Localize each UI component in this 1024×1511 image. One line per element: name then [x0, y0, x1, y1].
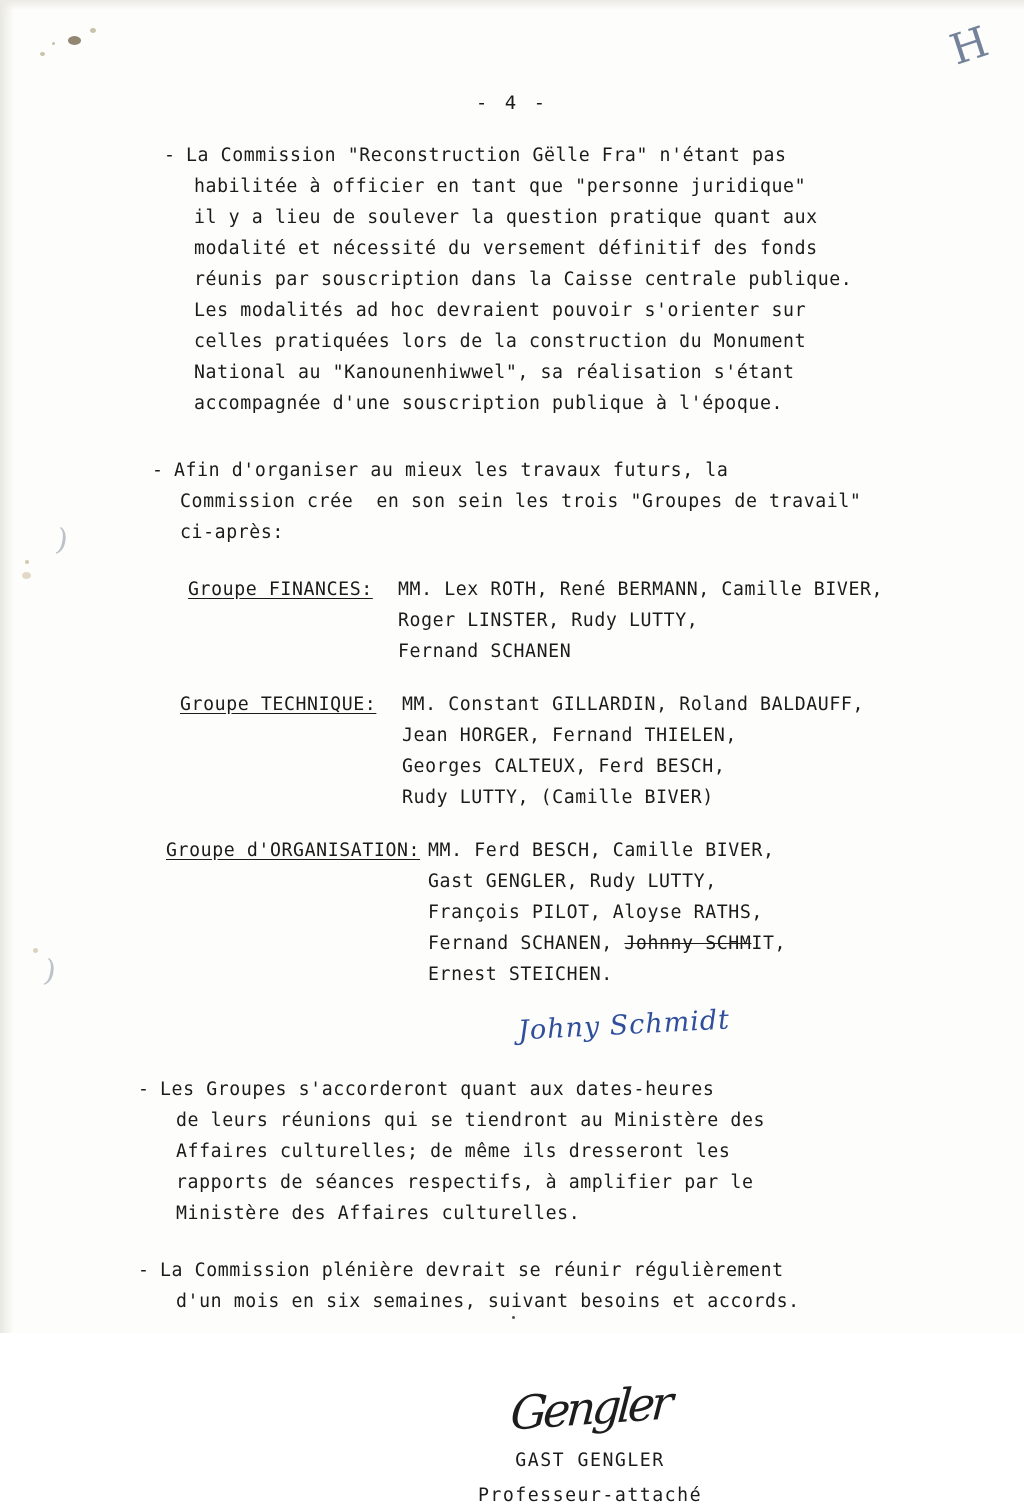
text-line: La Commission "Reconstruction Gëlle Fra" n'étant pas: [186, 145, 787, 166]
text-line: Les modalités ad hoc devraient pouvoir s'orienter sur: [194, 300, 807, 321]
struck-name: Johnny SCHM: [624, 933, 752, 954]
text-line: Afin d'organiser au mieux les travaux futurs, la: [174, 460, 729, 481]
text-line: de leurs réunions qui se tiendront au Ministère des: [176, 1110, 766, 1131]
group-name: Groupe d'ORGANISATION:: [166, 840, 421, 861]
handwritten-signature: Gengler: [508, 1375, 672, 1441]
punch-hole-mark-icon: ): [41, 953, 59, 990]
text-line: modalité et nécessité du versement définitif des fonds: [194, 238, 818, 259]
text-line: habilitée à officier en tant que "personne juridique": [194, 176, 807, 197]
member-line: Rudy LUTTY, (Camille BIVER): [402, 787, 714, 808]
text-line: d'un mois en six semaines, suivant besoins et accords.: [176, 1291, 800, 1312]
member-line: Jean HORGER, Fernand THIELEN,: [402, 725, 737, 746]
document-body: [138, 140, 950, 1511]
member-line: MM. Lex ROTH, René BERMANN, Camille BIVER,: [398, 579, 884, 600]
member-line-prefix: Fernand SCHANEN,: [428, 933, 625, 954]
margin-handwritten-mark: H: [944, 18, 989, 75]
paragraph-commission-pleniere: [138, 1255, 950, 1317]
scan-speck: [25, 560, 29, 564]
bullet-dash: -: [164, 145, 176, 166]
working-groups-list: [166, 574, 950, 1047]
group-finances: [188, 574, 950, 667]
text-line: Les Groupes s'accorderont quant aux dates-heures: [160, 1079, 715, 1100]
paragraph-text: [160, 1255, 950, 1317]
page-edge-shadow-left: [0, 0, 14, 1333]
member-line: François PILOT, Aloyse RATHS,: [428, 902, 763, 923]
member-line-suffix: IT,: [751, 933, 787, 954]
group-name: Groupe FINANCES:: [188, 579, 373, 600]
signature-block: [160, 1377, 950, 1511]
scan-speck: [68, 36, 81, 45]
paragraph-text: [174, 455, 950, 548]
scan-speck: [22, 572, 31, 579]
bullet-dash: -: [138, 1260, 150, 1281]
text-line: réunis par souscription dans la Caisse centrale publique.: [194, 269, 853, 290]
handwritten-signature-inline: Johny Schmidt: [517, 1004, 731, 1047]
group-members: [402, 689, 950, 813]
scan-speck: [52, 42, 55, 45]
bullet-dash: -: [138, 1079, 150, 1100]
group-name: Groupe TECHNIQUE:: [180, 694, 377, 715]
text-line: celles pratiquées lors de la construction du Monument: [194, 331, 807, 352]
page-edge-shadow-top: [0, 0, 1024, 10]
page-footer-mark: [512, 1316, 515, 1319]
member-line: Georges CALTEUX, Ferd BESCH,: [402, 756, 726, 777]
bullet-dash: -: [152, 460, 164, 481]
text-line: Commission crée en son sein les trois "Groupes de travail": [180, 491, 862, 512]
paragraph-text: [186, 140, 950, 419]
member-line: MM. Constant GILLARDIN, Roland BALDAUFF,: [402, 694, 864, 715]
member-line: Fernand SCHANEN: [398, 641, 572, 662]
page-number: - 4 -: [475, 92, 549, 114]
scan-speck: [33, 948, 38, 953]
scan-speck: [40, 52, 45, 56]
text-line: ci-après:: [180, 522, 284, 543]
member-line-struck: [428, 928, 950, 959]
text-line: Affaires culturelles; de même ils dresseront les: [176, 1141, 731, 1162]
group-organisation: [166, 835, 950, 990]
paragraph-text: [160, 1074, 950, 1229]
signer-name: GAST GENGLER: [515, 1450, 665, 1471]
group-members: [428, 835, 950, 990]
group-members: [398, 574, 950, 667]
scan-speck: [90, 28, 96, 33]
member-line: Roger LINSTER, Rudy LUTTY,: [398, 610, 699, 631]
member-line: MM. Ferd BESCH, Camille BIVER,: [428, 840, 775, 861]
paragraph-commission-juridique: [164, 140, 950, 419]
signer-role: Professeur-attaché: [477, 1485, 703, 1506]
text-line: La Commission plénière devrait se réunir régulièrement: [160, 1260, 784, 1281]
text-line: rapports de séances respectifs, à amplifier par le: [176, 1172, 754, 1193]
group-technique: [180, 689, 950, 813]
punch-hole-mark-icon: ): [53, 522, 71, 559]
text-line: Ministère des Affaires culturelles.: [176, 1203, 581, 1224]
member-line: Ernest STEICHEN.: [428, 964, 613, 985]
text-line: National au "Kanounenhiwwel", sa réalisation s'étant: [194, 362, 795, 383]
text-line: accompagnée d'une souscription publique à l'époque.: [194, 393, 784, 414]
paragraph-groupes-de-travail: [152, 455, 950, 548]
text-line: il y a lieu de soulever la question pratique quant aux: [194, 207, 818, 228]
member-line: Gast GENGLER, Rudy LUTTY,: [428, 871, 717, 892]
paragraph-groupes-reunions: [138, 1074, 950, 1229]
